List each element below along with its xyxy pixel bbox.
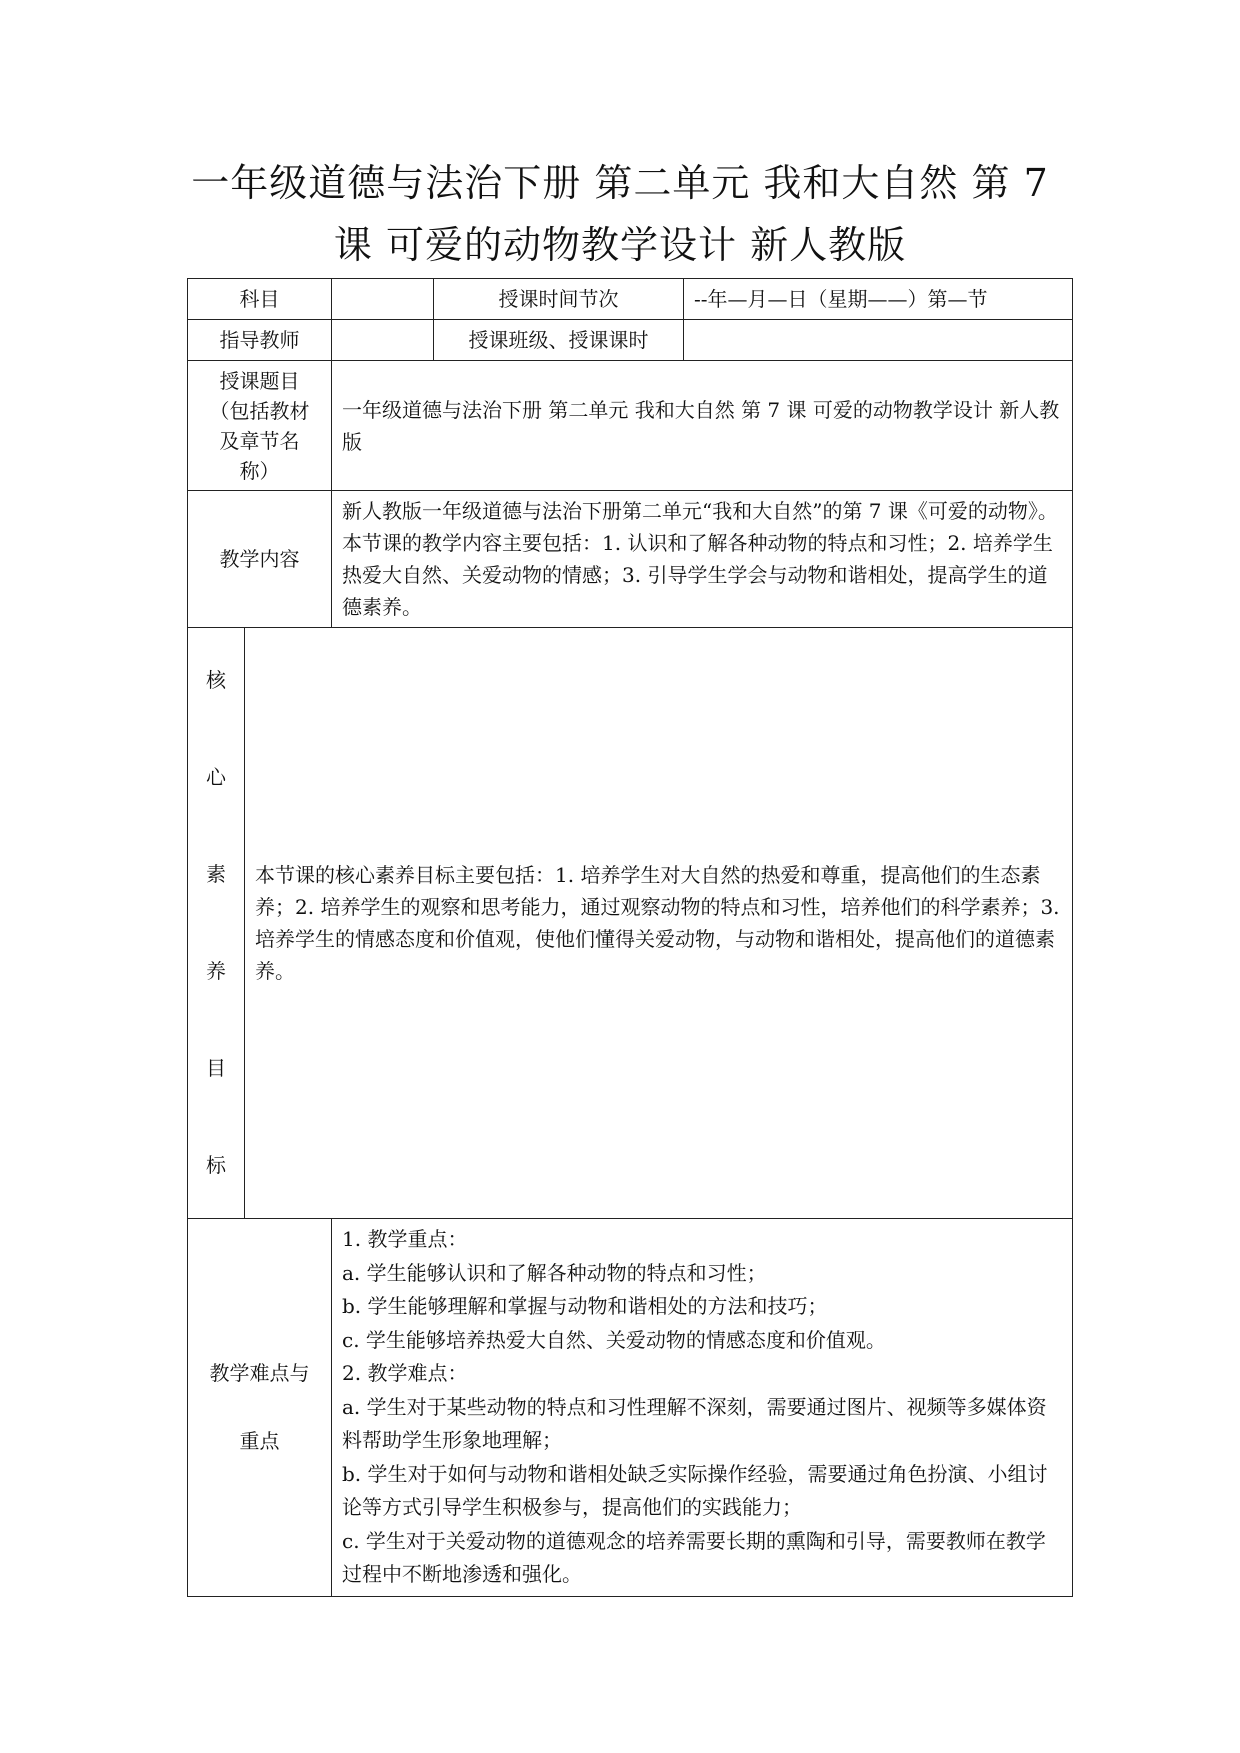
topic-value: 一年级道德与法治下册 第二单元 我和大自然 第 7 课 可爱的动物教学设计 新人教版: [332, 361, 1073, 491]
list-item: 1. 教学重点：: [342, 1227, 468, 1251]
difficulty-list: [332, 1219, 1073, 1597]
time-value: --年—月—日（星期——）第—节: [684, 279, 1073, 320]
core-label-char: 养: [206, 959, 226, 983]
core-label-char: 素: [206, 862, 226, 886]
lesson-plan-table: [187, 278, 1073, 1597]
list-item: b. 学生对于如何与动物和谐相处缺乏实际操作经验，需要通过角色扮演、小组讨论等方式引导学生积极参与，提高他们的实践能力；: [342, 1461, 1048, 1519]
topic-label-line: 称）: [239, 458, 280, 483]
topic-label-line: 授课题目: [219, 368, 300, 393]
list-item: a. 学生能够认识和了解各种动物的特点和习性；: [342, 1260, 767, 1285]
topic-label-line: 及章节名: [219, 428, 300, 453]
list-item: c. 学生能够培养热爱大自然、关爱动物的情感态度和价值观。: [342, 1327, 886, 1352]
content-value: 新人教版一年级道德与法治下册第二单元“我和大自然”的第 7 课《可爱的动物》。本节课的教学内容主要包括：1. 认识和了解各种动物的特点和习性；2. 培养学生热爱大自然、关爱动物的情感；3. 引导学生学会与动物和谐相处，提高学生的道德素养。: [332, 491, 1073, 628]
difficulty-label-line: 重点: [239, 1429, 280, 1454]
row-difficulty: [188, 1219, 1073, 1597]
row-topic: [188, 361, 1073, 491]
core-label-char: 目: [206, 1056, 226, 1080]
class-value: [684, 320, 1073, 361]
teacher-value: [332, 320, 434, 361]
core-label: [188, 628, 245, 1219]
title-line-2: 课 可爱的动物教学设计 新人教版: [333, 223, 907, 267]
list-item: 2. 教学难点：: [342, 1361, 468, 1385]
core-label-char: 核: [206, 668, 226, 692]
subject-value: [332, 279, 434, 320]
list-item: a. 学生对于某些动物的特点和习性理解不深刻，需要通过图片、视频等多媒体资料帮助学生形象地理解；: [342, 1394, 1047, 1452]
list-item: b. 学生能够理解和掌握与动物和谐相处的方法和技巧；: [342, 1294, 828, 1318]
document-title: [150, 152, 1090, 276]
difficulty-label: [188, 1219, 332, 1597]
list-item: c. 学生对于关爱动物的道德观念的培养需要长期的熏陶和引导，需要教师在教学过程中不断地渗透和强化。: [342, 1528, 1046, 1586]
topic-label: [188, 361, 332, 491]
class-label: 授课班级、授课课时: [434, 320, 684, 361]
row-teacher-class: [188, 320, 1073, 361]
title-line-1: 一年级道德与法治下册 第二单元 我和大自然 第 7: [191, 161, 1049, 205]
difficulty-label-line: 教学难点与: [209, 1361, 310, 1386]
content-label: 教学内容: [188, 491, 332, 628]
teacher-label: 指导教师: [188, 320, 332, 361]
row-core: [188, 628, 1073, 1219]
time-label: 授课时间节次: [434, 279, 684, 320]
core-label-char: 心: [206, 765, 226, 789]
core-label-char: 标: [206, 1153, 226, 1177]
row-content: [188, 491, 1073, 628]
topic-label-line: （包括教材: [209, 398, 310, 423]
core-value: 本节课的核心素养目标主要包括：1. 培养学生对大自然的热爱和尊重，提高他们的生态素养；2. 培养学生的观察和思考能力，通过观察动物的特点和习性，培养他们的科学素养；3. 培养学生的情感态度和价值观，使他们懂得关爱动物，与动物和谐相处，提高他们的道德素养。: [245, 628, 1073, 1219]
subject-label: 科目: [188, 279, 332, 320]
row-subject-time: [188, 279, 1073, 320]
